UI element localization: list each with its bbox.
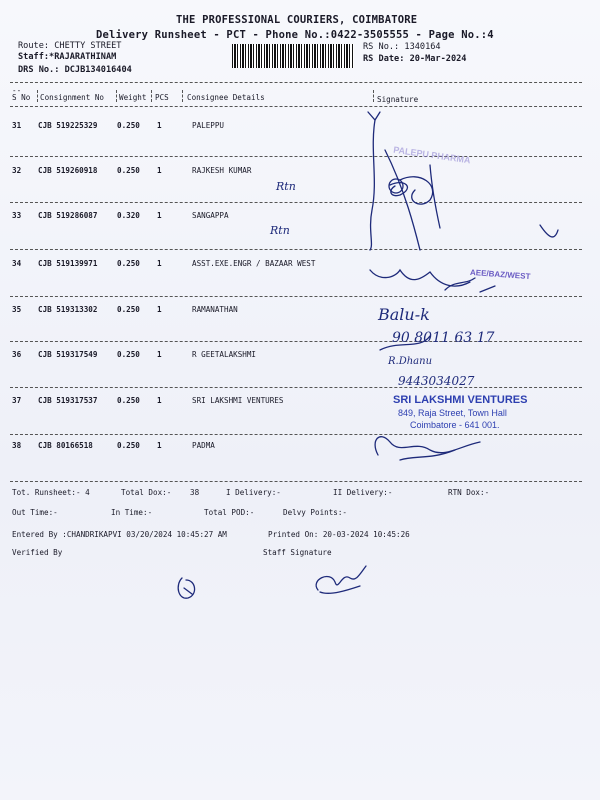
row-weight: 0.250 — [117, 350, 140, 359]
rtn-note: Rtn — [270, 224, 290, 237]
row-pcs: 1 — [157, 441, 162, 450]
signature-stroke — [445, 278, 475, 290]
row-weight: 0.250 — [117, 441, 140, 450]
pharma-stamp: PALEPU PHARMA — [392, 144, 472, 166]
in-time: In Time:- — [111, 508, 153, 517]
row-consignee: PALEPPU — [192, 121, 225, 130]
row-weight: 0.320 — [117, 211, 140, 220]
col-sep — [151, 90, 152, 102]
divider — [10, 82, 582, 83]
row-consignee: PADMA — [192, 441, 215, 450]
aee-stamp: AEE/BAZ/WEST — [469, 267, 531, 282]
row-consignment: CJB 519286087 — [38, 211, 98, 220]
signature-stroke — [480, 286, 495, 292]
signature-strokes — [360, 110, 580, 490]
drs-number: DRS No.: DCJB134016404 — [18, 65, 132, 75]
row-weight: 0.250 — [117, 121, 140, 130]
col-sno: S No — [12, 93, 31, 102]
row-consignment: CJB 80166518 — [38, 441, 93, 450]
total-pod: Total POD:- — [204, 508, 255, 517]
row-consignment: CJB 519139971 — [38, 259, 98, 268]
row-pcs: 1 — [157, 121, 162, 130]
col-signature: Signature — [377, 95, 419, 104]
tot-runsheet: Tot. Runsheet:- 4 — [12, 488, 90, 497]
row-weight: 0.250 — [117, 259, 140, 268]
handwritten-phone: 9443034027 — [398, 374, 475, 388]
row-consignment: CJB 519313302 — [38, 305, 98, 314]
rtn-note: Rtn — [276, 180, 296, 193]
row-consignment: CJB 519225329 — [38, 121, 98, 130]
row-sno: 34 — [12, 259, 22, 268]
signature-stroke — [380, 336, 430, 350]
runsheet-subtitle: Delivery Runsheet - PCT - Phone No.:0422-3505555 - Page No.:4 — [96, 29, 494, 41]
ii-delivery: II Delivery:- — [333, 488, 393, 497]
row-sno: 37 — [12, 396, 22, 405]
staff-signature-stroke — [320, 586, 360, 593]
dash-marks: -- — [12, 86, 22, 95]
col-pcs: PCS — [155, 93, 169, 102]
signature-stroke — [385, 150, 420, 250]
rs-date: RS Date: 20-Mar-2024 — [363, 54, 467, 64]
col-consignee: Consignee Details — [187, 93, 265, 102]
route-label: Route: CHETTY STREET — [18, 41, 122, 51]
row-consignment: CJB 519317549 — [38, 350, 98, 359]
handwritten-signature: Balu-k — [378, 305, 430, 324]
col-sep — [37, 90, 38, 102]
row-consignee: SRI LAKSHMI VENTURES — [192, 396, 284, 405]
col-consignment: Consignment No — [40, 93, 105, 102]
sri-lakshmi-stamp: SRI LAKSHMI VENTURES — [393, 394, 528, 406]
i-delivery: I Delivery:- — [226, 488, 281, 497]
row-sno: 35 — [12, 305, 22, 314]
row-consignee: SANGAPPA — [192, 211, 229, 220]
row-sno: 36 — [12, 350, 22, 359]
barcode — [232, 44, 354, 68]
row-consignee: RAJKESH KUMAR — [192, 166, 252, 175]
entered-by: Entered By :CHANDRIKAPVI 03/20/2024 10:45:27 AM — [12, 530, 227, 539]
row-pcs: 1 — [157, 396, 162, 405]
col-sep — [116, 90, 117, 102]
staff-signature-label: Staff Signature — [263, 548, 332, 557]
company-title: THE PROFESSIONAL COURIERS, COIMBATORE — [176, 14, 418, 26]
row-pcs: 1 — [157, 166, 162, 175]
rs-number: RS No.: 1340164 — [363, 42, 441, 52]
out-time: Out Time:- — [12, 508, 58, 517]
handwritten-phone: 90 8011 63 17 — [392, 330, 495, 346]
col-sep — [373, 90, 374, 102]
row-sno: 33 — [12, 211, 22, 220]
row-sno: 32 — [12, 166, 22, 175]
signature-stroke — [540, 225, 558, 237]
total-dox-value: 38 — [190, 488, 200, 497]
sri-lakshmi-address: 849, Raja Street, Town Hall — [398, 408, 507, 418]
divider — [10, 106, 582, 107]
delvy-points: Delvy Points:- — [283, 508, 348, 517]
verified-mark — [178, 578, 194, 598]
row-sno: 31 — [12, 121, 22, 130]
row-weight: 0.250 — [117, 396, 140, 405]
verified-by: Verified By — [12, 548, 63, 557]
row-sno: 38 — [12, 441, 22, 450]
col-sep — [182, 90, 183, 102]
signature-stroke — [390, 183, 407, 196]
rtn-dox: RTN Dox:- — [448, 488, 490, 497]
printed-on: Printed On: 20-03-2024 10:45:26 — [268, 530, 410, 539]
col-weight: Weight — [119, 93, 147, 102]
handwritten-signature: R.Dhanu — [388, 356, 433, 367]
sri-lakshmi-city: Coimbatore - 641 001. — [410, 420, 500, 430]
signature-stroke — [375, 437, 480, 455]
row-pcs: 1 — [157, 259, 162, 268]
row-pcs: 1 — [157, 350, 162, 359]
row-weight: 0.250 — [117, 166, 140, 175]
row-weight: 0.250 — [117, 305, 140, 314]
row-consignee: RAMANATHAN — [192, 305, 238, 314]
row-consignee: R GEETALAKSHMI — [192, 350, 257, 359]
total-dox-label: Total Dox:- — [121, 488, 172, 497]
row-consignment: CJB 519317537 — [38, 396, 98, 405]
staff-label: Staff:*RAJARATHINAM — [18, 52, 117, 62]
signature-stroke — [368, 112, 380, 120]
bottom-signatures — [170, 560, 370, 610]
row-consignment: CJB 519260918 — [38, 166, 98, 175]
row-consignee: ASST.EXE.ENGR / BAZAAR WEST — [192, 259, 316, 268]
row-pcs: 1 — [157, 305, 162, 314]
signature-stroke — [370, 120, 375, 250]
row-pcs: 1 — [157, 211, 162, 220]
